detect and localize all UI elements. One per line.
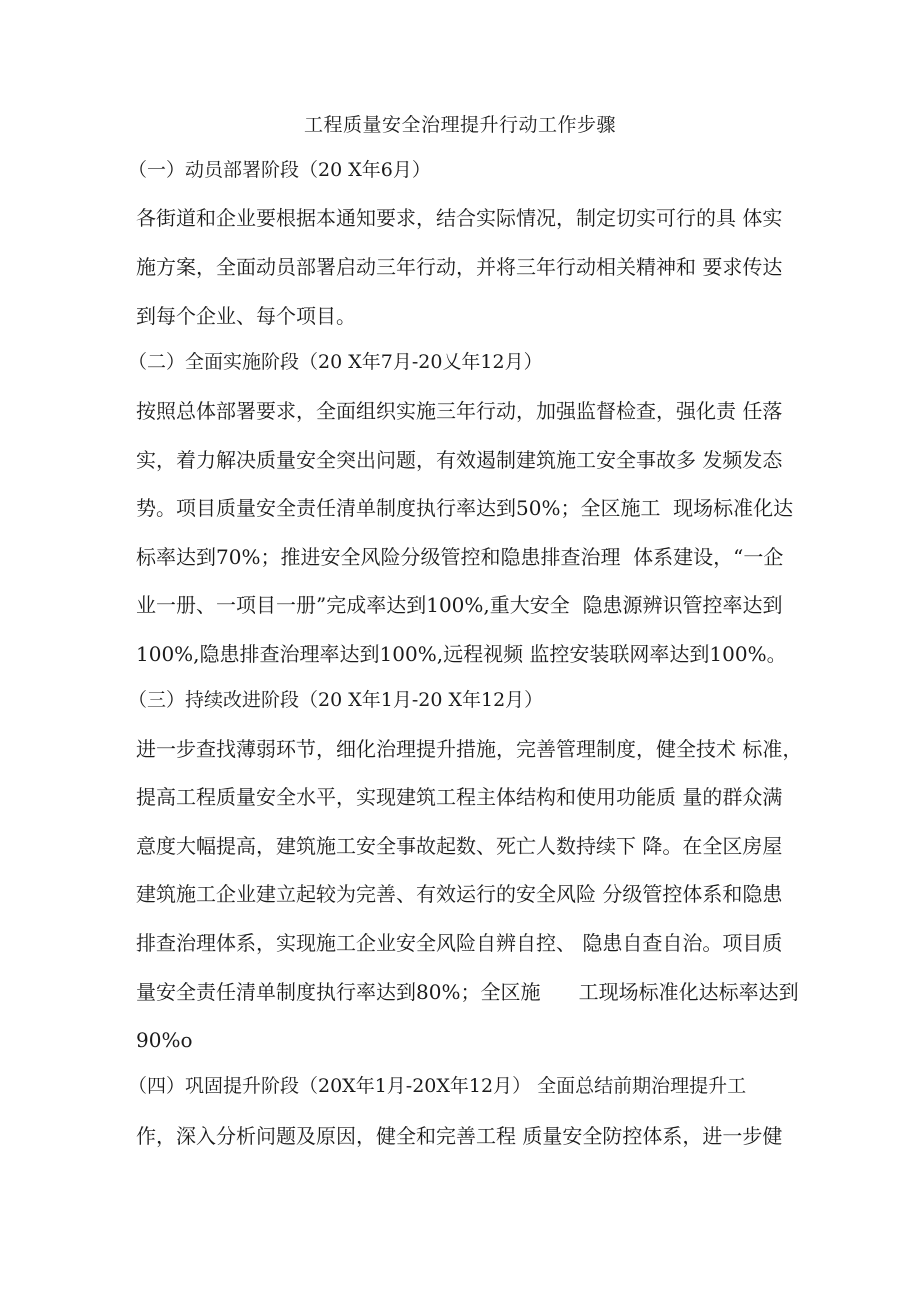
paragraph-line: 100%,隐患排查治理率达到100%,远程视频 监控安装联网率达到100%。 bbox=[136, 642, 787, 666]
paragraph-line: 施方案，全面动员部署启动三年行动，并将三年行动相关精神和 要求传达 bbox=[136, 255, 783, 279]
stage-heading-1: （一）动员部署阶段（20 X年6月） bbox=[128, 159, 431, 181]
paragraph-line: 进一步查找薄弱环节，细化治理提升措施，完善管理制度，健全技术 标准， bbox=[136, 737, 803, 761]
stage-heading-3: （三）持续改进阶段（20 X年1月-20 X年12月） bbox=[128, 689, 544, 711]
paragraph-line: 势。项目质量安全责任清单制度执行率达到50%；全区施工 现场标准化达 bbox=[136, 496, 794, 520]
paragraph-line: 意度大幅提高，建筑施工安全事故起数、死亡人数持续下 降。在全区房屋 bbox=[136, 834, 783, 858]
paragraph-line: 各街道和企业要根据本通知要求，结合实际情况，制定切实可行的具 体实 bbox=[136, 206, 783, 230]
paragraph-line: 业一册、一项目一册”完成率达到100%,重大安全 隐患源辨识管控率达到 bbox=[136, 593, 783, 617]
paragraph-line: 作，深入分析问题及原因，健全和完善工程 质量安全防控体系，进一步健 bbox=[136, 1124, 783, 1148]
paragraph-line: 标率达到70%；推进安全风险分级管控和隐患排查治理 体系建设，“一企 bbox=[136, 545, 784, 569]
paragraph-line: 量安全责任清单制度执行率达到80%；全区施 工现场标准化达标率达到 bbox=[136, 980, 799, 1004]
stage-heading-2: （二）全面实施阶段（20 X年7月-20乂年12月） bbox=[128, 351, 543, 373]
paragraph-line: 提高工程质量安全水平，实现建筑工程主体结构和使用功能质 量的群众满 bbox=[136, 785, 783, 809]
paragraph-line: 建筑施工企业建立起较为完善、有效运行的安全风险 分级管控体系和隐患 bbox=[136, 882, 783, 906]
paragraph-line: 到每个企业、每个项目。 bbox=[136, 304, 356, 328]
document-title: 工程质量安全治理提升行动工作步骤 bbox=[303, 114, 616, 136]
paragraph-line: 排查治理体系，实现施工企业安全风险自辨自控、 隐患自查自治。项目质 bbox=[136, 931, 783, 955]
paragraph-line: 90%o bbox=[136, 1028, 193, 1052]
paragraph-line: 按照总体部署要求，全面组织实施三年行动，加强监督检查，强化责 任落 bbox=[136, 399, 783, 423]
paragraph-line: 实，着力解决质量安全突出问题，有效遏制建筑施工安全事故多 发频发态 bbox=[136, 448, 783, 472]
stage-heading-4: （四）巩固提升阶段（20X年1月-20X年12月） 全面总结前期治理提升工 bbox=[128, 1075, 747, 1097]
